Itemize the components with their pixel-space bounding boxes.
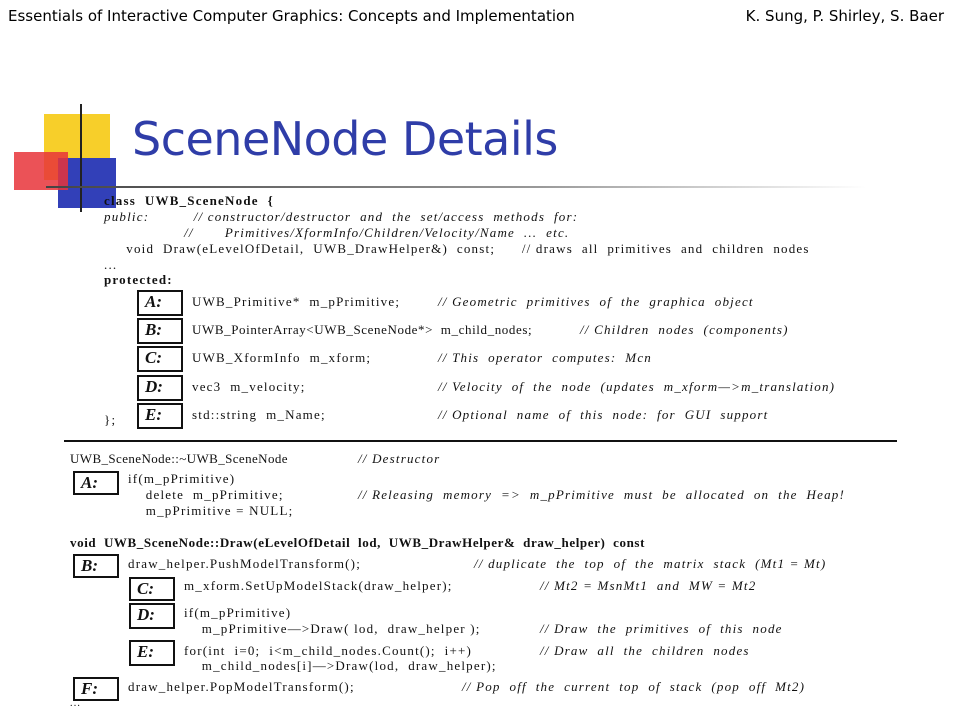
red-square bbox=[14, 152, 68, 190]
code-line: for(int i=0; i<m_child_nodes.Count(); i++) bbox=[184, 643, 473, 658]
label-box: C: bbox=[137, 346, 183, 372]
deco-vline bbox=[80, 104, 82, 212]
section-divider bbox=[64, 440, 897, 442]
code-line: UWB_SceneNode::~UWB_SceneNode bbox=[70, 451, 288, 466]
code-line: // Primitives/XformInfo/Children/Velocity/Name ... etc. bbox=[104, 225, 570, 240]
code-line: draw_helper.PushModelTransform(); bbox=[128, 556, 362, 571]
code-line: m_pPrimitive—>Draw( lod, draw_helper ); bbox=[184, 621, 481, 636]
code-line: m_child_nodes[i]—>Draw(lod, draw_helper); bbox=[184, 658, 497, 673]
code-line: }; bbox=[104, 412, 117, 427]
member-code: UWB_Primitive* m_pPrimitive; bbox=[192, 294, 401, 309]
label-box: F: bbox=[73, 677, 119, 701]
code-comment: // Pop off the current top of stack (pop off Mt2) bbox=[462, 679, 806, 694]
member-code: std::string m_Name; bbox=[192, 407, 326, 422]
code-comment: // Destructor bbox=[358, 451, 441, 466]
code-line: delete m_pPrimitive; bbox=[128, 487, 284, 502]
code-line: if(m_pPrimitive) bbox=[184, 605, 292, 620]
label-box: E: bbox=[137, 403, 183, 429]
code-line: protected: bbox=[104, 272, 173, 287]
member-comment: // Velocity of the node (updates m_xform—>m_translation) bbox=[438, 379, 836, 394]
page-title: SceneNode Details bbox=[132, 112, 558, 166]
code-line: m_pPrimitive = NULL; bbox=[128, 503, 294, 518]
label-box: A: bbox=[137, 290, 183, 316]
member-comment: // Optional name of this node: for GUI support bbox=[438, 407, 769, 422]
label-box: C: bbox=[129, 577, 175, 601]
code-comment: // Mt2 = MsnMt1 and MW = Mt2 bbox=[540, 578, 757, 593]
code-line: draw_helper.PopModelTransform(); bbox=[128, 679, 355, 694]
label-box: B: bbox=[137, 318, 183, 344]
code-line: void Draw(eLevelOfDetail, UWB_DrawHelper&) const; // draws all primitives and children nodes bbox=[104, 241, 810, 256]
member-code: UWB_PointerArray<UWB_SceneNode*> m_child_nodes; bbox=[192, 322, 533, 337]
member-code: vec3 m_velocity; bbox=[192, 379, 306, 394]
code-line: if(m_pPrimitive) bbox=[128, 471, 236, 486]
code-comment: // duplicate the top of the matrix stack (Mt1 = Mt) bbox=[474, 556, 827, 571]
label-box: E: bbox=[129, 640, 175, 666]
deco-hline bbox=[46, 186, 866, 188]
authors: K. Sung, P. Shirley, S. Baer bbox=[745, 7, 944, 25]
label-box: D: bbox=[137, 375, 183, 401]
code-line: m_xform.SetUpModelStack(draw_helper); bbox=[184, 578, 453, 593]
label-box: B: bbox=[73, 554, 119, 578]
member-comment: // Children nodes (components) bbox=[580, 322, 789, 337]
member-comment: // This operator computes: Mcn bbox=[438, 350, 653, 365]
code-line: public: // constructor/destructor and the set/access methods for: bbox=[104, 209, 579, 224]
code-line: void UWB_SceneNode::Draw(eLevelOfDetail lod, UWB_DrawHelper& draw_helper) const bbox=[70, 535, 646, 550]
label-box: D: bbox=[129, 603, 175, 629]
code-line: ... bbox=[104, 257, 118, 272]
code-comment: // Draw the primitives of this node bbox=[540, 621, 783, 636]
member-code: UWB_XformInfo m_xform; bbox=[192, 350, 372, 365]
member-comment: // Geometric primitives of the graphica object bbox=[438, 294, 754, 309]
code-comment: // Draw all the children nodes bbox=[540, 643, 750, 658]
code-line: class UWB_SceneNode { bbox=[104, 193, 274, 208]
label-box: A: bbox=[73, 471, 119, 495]
code-comment: // Releasing memory => m_pPrimitive must be allocated on the Heap! bbox=[358, 487, 845, 502]
code-line: ... bbox=[70, 698, 82, 709]
book-title: Essentials of Interactive Computer Graphics: Concepts and Implementation bbox=[8, 7, 575, 25]
